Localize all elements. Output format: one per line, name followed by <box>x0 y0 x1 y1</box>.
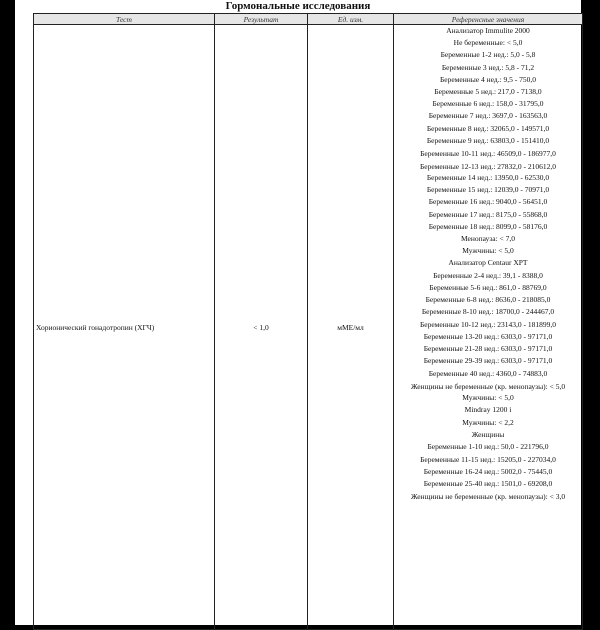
reference-values-list <box>394 25 582 503</box>
reference-value-line: Беременные 3 нед.: 5,8 - 71,2 <box>441 62 535 72</box>
reference-value-line: Беременные 29-39 нед.: 6303,0 - 97171,0 <box>423 356 553 366</box>
test-name-cell: Хорионический гонадотропин (ХГЧ) <box>34 25 215 630</box>
reference-value-line: Беременные 8-10 нед.: 18700,0 - 244467,0 <box>421 307 555 317</box>
reference-value-line: Беременные 18 нед.: 8099,0 - 58176,0 <box>428 221 548 231</box>
result-cell: < 1,0 <box>215 25 308 630</box>
reference-value-line: Беременные 1-10 нед.: 50,0 - 221796,0 <box>427 442 549 452</box>
reference-value-line: Беременные 7 нед.: 3697,0 - 163563,0 <box>428 111 548 121</box>
reference-value-line: Беременные 5 нед.: 217,0 - 7138,0 <box>434 87 542 97</box>
reference-value-line: Беременные 13-20 нед.: 6303,0 - 97171,0 <box>423 331 553 341</box>
report-page <box>15 0 581 625</box>
reference-value-line: Мужчины: < 5,0 <box>462 246 514 256</box>
reference-value-line: Беременные 14 нед.: 13950,0 - 62530,0 <box>426 173 550 183</box>
reference-value-line: Беременные 8 нед.: 32065,0 - 149571,0 <box>426 123 550 133</box>
column-header-result: Результат <box>215 14 308 25</box>
reference-value-line: Беременные 2-4 нед.: 39,1 - 8388,0 <box>433 270 543 280</box>
reference-value-line: Беременные 5-6 нед.: 861,0 - 88769,0 <box>429 282 547 292</box>
reference-value-line: Беременные 25-40 нед.: 1501,0 - 69208,0 <box>423 479 553 488</box>
reference-cell <box>394 25 583 630</box>
reference-value-line: Беременные 11-15 нед.: 15205,0 - 227034,0 <box>420 455 556 465</box>
reference-value-line: Беременные 16 нед.: 9040,0 - 56451,0 <box>428 197 548 207</box>
table-row <box>34 25 583 630</box>
reference-value-line: Беременные 17 нед.: 8175,0 - 55868,0 <box>428 209 548 219</box>
reference-value-line: Беременные 1-2 нед.: 5,0 - 5,8 <box>440 50 536 60</box>
reference-value-line: Мужчины: < 5,0 <box>462 393 514 403</box>
reference-value-line: Беременные 4 нед.: 9,5 - 750,0 <box>439 74 537 84</box>
reference-value-line: Женщины не беременные (кр. менопаузы): < 3,0 <box>410 492 566 502</box>
reference-value-line: Мужчины: < 2,2 <box>462 417 514 427</box>
reference-value-line: Анализатор Immulite 2000 <box>446 26 530 35</box>
column-header-unit: Ед. изм. <box>308 14 394 25</box>
table-header-row <box>34 14 583 25</box>
reference-value-line: Беременные 10-12 нед.: 23143,0 - 181899,0 <box>419 320 557 330</box>
reference-value-line: Женщины не беременные (кр. менопаузы): < 5,0 <box>410 381 566 391</box>
column-header-reference: Референсные значения <box>394 14 583 25</box>
reference-value-line: Беременные 15 нед.: 12039,0 - 70971,0 <box>426 185 550 195</box>
reference-value-line: Менопауза: < 7,0 <box>460 234 516 244</box>
reference-value-line: Беременные 6-8 нед.: 8636,0 - 218085,0 <box>425 295 551 305</box>
reference-value-line: Беременные 6 нед.: 158,0 - 31795,0 <box>432 99 544 109</box>
reference-value-line: Беременные 12-13 нед.: 27832,0 - 210612,0 <box>419 161 557 171</box>
reference-value-line: Беременные 16-24 нед.: 5002,0 - 75445,0 <box>423 466 553 476</box>
reference-value-line: Женщины <box>471 429 505 439</box>
reference-value-line: Беременные 21-28 нед.: 6303,0 - 97171,0 <box>423 344 553 354</box>
section-title: Гормональные исследования <box>225 0 371 12</box>
reference-value-line: Беременные 9 нед.: 63803,0 - 151410,0 <box>426 135 550 145</box>
unit-cell: мМЕ/мл <box>308 25 394 630</box>
results-table <box>33 13 583 630</box>
column-header-test: Тест <box>34 14 215 25</box>
reference-value-line: Беременные 40 нед.: 4360,0 - 74883,0 <box>428 368 548 378</box>
reference-value-line: Не беременные: < 5,0 <box>453 38 523 48</box>
reference-value-line: Анализатор Centaur XPT <box>448 258 528 268</box>
reference-value-line: Mindray 1200 i <box>464 405 512 415</box>
reference-value-line: Беременные 10-11 нед.: 46509,0 - 186977,0 <box>420 149 556 159</box>
